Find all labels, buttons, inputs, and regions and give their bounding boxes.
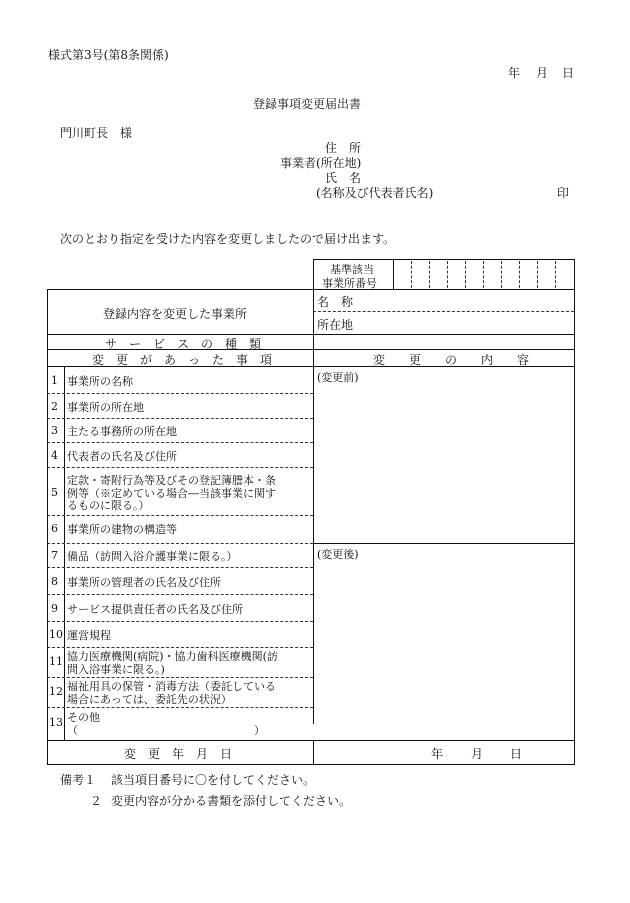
addressee: 門川町長 様 [60,126,133,140]
name-label: 氏 名 [325,171,362,185]
item-text: 事業所の建物の構造等 [67,523,177,536]
statement: 次のとおり指定を受けた内容を変更しましたので届け出ます。 [60,232,396,246]
item-no: 1 [51,374,58,387]
item-no: 9 [51,602,58,615]
change-date-label: 変 更 年 月 日 [124,747,233,761]
note-label: 備考１ [60,773,97,787]
item-text: 運営規程 [67,629,111,642]
note-text: 該当項目番号に〇を付してください。 [111,773,316,787]
item-no: 13 [49,716,63,729]
date-day: 日 [562,66,575,80]
item-no: 7 [51,549,58,562]
item-text: 場合にあっては、委託先の状況） [67,693,232,706]
item-text: 問入浴事業に限る。) [67,663,165,676]
item-text: 事業所の名称 [67,375,133,388]
item-no: 5 [51,486,58,499]
item-no: 11 [49,655,63,668]
item-no: 6 [51,522,58,535]
change-date-year: 年 [431,747,444,761]
header-items: 変 更 が あ っ た 事 項 [92,353,273,367]
after-change-label: (変更後) [317,548,359,561]
office-number-label-2: 事業所番号 [322,277,377,290]
note-text: 変更内容が分かる書類を添付してください。 [111,794,352,808]
item-no: 3 [51,424,58,437]
office-number-label-1: 基準該当 [330,263,374,276]
seal-mark: 印 [557,186,570,200]
item-text: その他 [67,711,100,724]
document-title: 登録事項変更届出書 [253,97,362,111]
form-number: 様式第3号(第8条関係) [48,48,169,62]
item-text: （ ） [67,724,265,737]
date-month: 月 [536,66,549,80]
item-text: 協力医療機関(病院)・協力歯科医療機関(訪 [67,650,278,663]
address-sub-label: (所在地) [316,156,362,170]
item-text: 定款・寄附行為等及びその登記簿謄本・条 [67,474,276,487]
office-address-label: 所在地 [317,318,354,332]
item-text: 代表者の氏名及び住所 [67,450,177,463]
item-text: 例等（※定めている場合―当該事業に関す [67,487,276,500]
change-date-day: 日 [510,747,523,761]
applicant-label: 事業者 [280,156,317,170]
service-type-label: サ ー ビ ス の 種 類 [105,337,262,351]
item-no: 8 [51,575,58,588]
change-date-month: 月 [471,747,484,761]
item-text: 事業所の管理者の氏名及び住所 [67,576,221,589]
header-content: 変 更 の 内 容 [373,353,530,367]
date-year: 年 [508,66,521,80]
item-no: 12 [49,685,63,698]
office-name-label: 名 称 [317,295,354,309]
item-no: 4 [51,449,58,462]
note-label: ２ [90,794,103,808]
item-no: 10 [49,628,63,641]
item-text: サービス提供責任者の氏名及び住所 [67,603,243,616]
name-sub-label: (名称及び代表者氏名) [316,186,434,200]
changed-office-label: 登録内容を変更した事業所 [103,307,248,321]
item-text: 事業所の所在地 [67,401,144,414]
address-label: 住 所 [325,141,362,155]
item-text: 福祉用具の保管・消毒方法（委託している [67,680,276,693]
item-text: 主たる事務所の所在地 [67,425,177,438]
item-text: 備品（訪問入浴介護事業に限る。） [67,550,238,563]
item-text: るものに限る。） [67,499,150,512]
before-change-label: (変更前) [317,371,359,384]
item-no: 2 [51,400,58,413]
